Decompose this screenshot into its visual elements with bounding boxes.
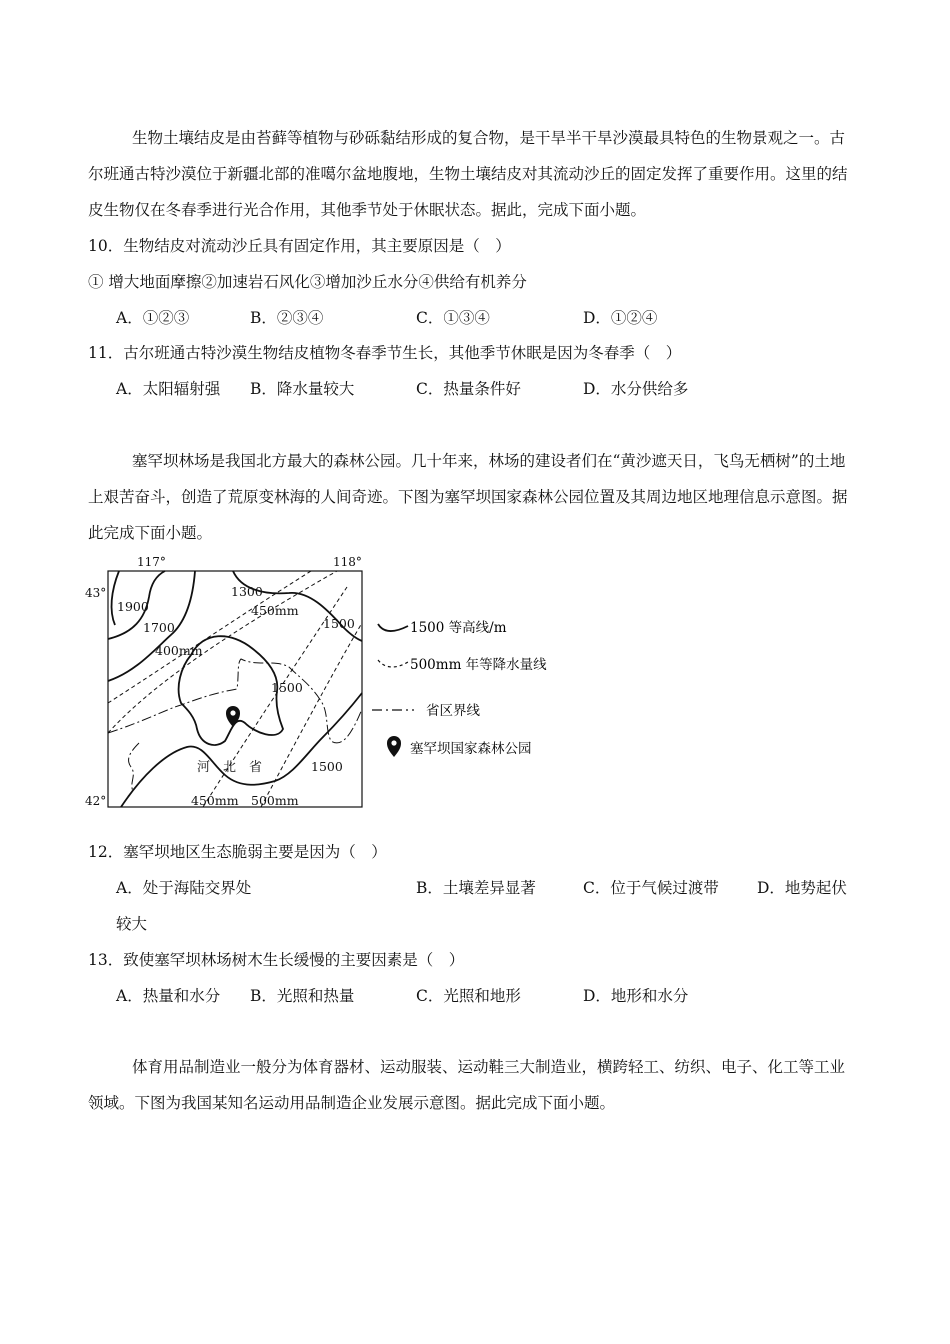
q11-option-a[interactable]: A．太阳辐射强 <box>116 380 221 398</box>
q10-option-b[interactable]: B．②③④ <box>250 309 324 327</box>
passage-2: 塞罕坝林场是我国北方最大的森林公园。几十年来，林场的建设者们在“黄沙遮天日，飞鸟无栖树”的土地上艰苦奋斗，创造了荒原变林海的人间奇迹。下图为塞罕坝国家森林公园位置及其周边地区地理信息示意图。据此完成下面小题。 <box>88 452 848 542</box>
province-label: 河 北 省 <box>197 760 263 775</box>
isohyet-line <box>261 623 362 807</box>
q13-option-a[interactable]: A．热量和水分 <box>116 987 221 1005</box>
lon-label-117: 117° <box>137 555 166 569</box>
isohyet-label-400: 400mm <box>155 643 203 658</box>
legend-contour-symbol <box>378 624 408 631</box>
contour-label-1500-north: 1500 <box>323 616 355 631</box>
contour-line <box>121 693 362 807</box>
q11-option-b[interactable]: B．降水量较大 <box>250 380 355 398</box>
q11-option-d[interactable]: D．水分供给多 <box>583 380 689 398</box>
isohyet-label-500: 500mm <box>251 793 299 808</box>
legend-isohyet-symbol <box>378 660 408 667</box>
question-11-stem: 11．古尔班通古特沙漠生物结皮植物冬春季节生长，其他季节休眠是因为冬春季（ ） <box>88 344 682 362</box>
contour-label-1900: 1900 <box>117 599 149 614</box>
contour-label-1700: 1700 <box>143 620 175 635</box>
question-13-stem: 13．致使塞罕坝林场树木生长缓慢的主要因素是（ ） <box>88 951 465 969</box>
question-10-stem: 10．生物结皮对流动沙丘具有固定作用，其主要原因是（ ） <box>88 237 511 255</box>
contour-label-1500-center: 1500 <box>271 680 303 695</box>
province-boundary-line <box>108 659 362 743</box>
park-marker-icon <box>226 706 240 727</box>
map-legend <box>372 610 592 760</box>
contour-line <box>112 571 119 625</box>
q10-option-c[interactable]: C．①③④ <box>416 309 490 327</box>
q13-option-d[interactable]: D．地形和水分 <box>583 987 689 1005</box>
legend-park-label: 塞罕坝国家森林公园 <box>410 741 532 757</box>
q13-option-b[interactable]: B．光照和热量 <box>250 987 355 1005</box>
saihanba-map <box>85 553 370 815</box>
q12-option-a[interactable]: A．处于海陆交界处 <box>116 879 252 897</box>
contour-label-1500-south: 1500 <box>311 759 343 774</box>
legend-boundary-label: 省区界线 <box>426 703 480 719</box>
isohyet-label-450-south: 450mm <box>191 793 239 808</box>
q13-option-c[interactable]: C．光照和地形 <box>416 987 521 1005</box>
q10-option-a[interactable]: A．①②③ <box>116 309 190 327</box>
q12-option-d-wrap: 较大 <box>116 915 148 933</box>
passage-1: 生物土壤结皮是由苔藓等植物与砂砾黏结形成的复合物，是干旱半干旱沙漠最具特色的生物景观之一。古尔班通古特沙漠位于新疆北部的准噶尔盆地腹地，生物土壤结皮对其流动沙丘的固定发挥了重要作用。这里的结皮生物仅在冬春季进行光合作用，其他季节处于休眠状态。据此，完成下面小题。 <box>88 129 848 219</box>
legend-isohyet-label: 500mm 年等降水量线 <box>410 657 547 673</box>
q12-option-c[interactable]: C．位于气候过渡带 <box>583 879 719 897</box>
q11-option-c[interactable]: C．热量条件好 <box>416 380 521 398</box>
q12-option-b[interactable]: B．土壤差异显著 <box>416 879 536 897</box>
passage-3: 体育用品制造业一般分为体育器材、运动服装、运动鞋三大制造业，横跨轻工、纺织、电子、化工等工业领域。下图为我国某知名运动用品制造企业发展示意图。据此完成下面小题。 <box>88 1058 846 1112</box>
question-12-stem: 12．塞罕坝地区生态脆弱主要是因为（ ） <box>88 843 387 861</box>
lon-label-118: 118° <box>333 555 362 569</box>
lat-label-43: 43° <box>85 586 107 600</box>
question-10-statements: ① 增大地面摩擦②加速岩石风化③增加沙丘水分④供给有机养分 <box>88 273 527 291</box>
q10-option-d[interactable]: D．①②④ <box>583 309 658 327</box>
lat-label-42: 42° <box>85 794 107 808</box>
legend-contour-label: 1500 等高线/m <box>410 620 507 636</box>
legend-park-marker-icon <box>387 736 401 757</box>
contour-label-1300: 1300 <box>231 584 263 599</box>
q12-option-d[interactable]: D．地势起伏 <box>757 879 847 897</box>
isohyet-label-450-north: 450mm <box>251 603 299 618</box>
